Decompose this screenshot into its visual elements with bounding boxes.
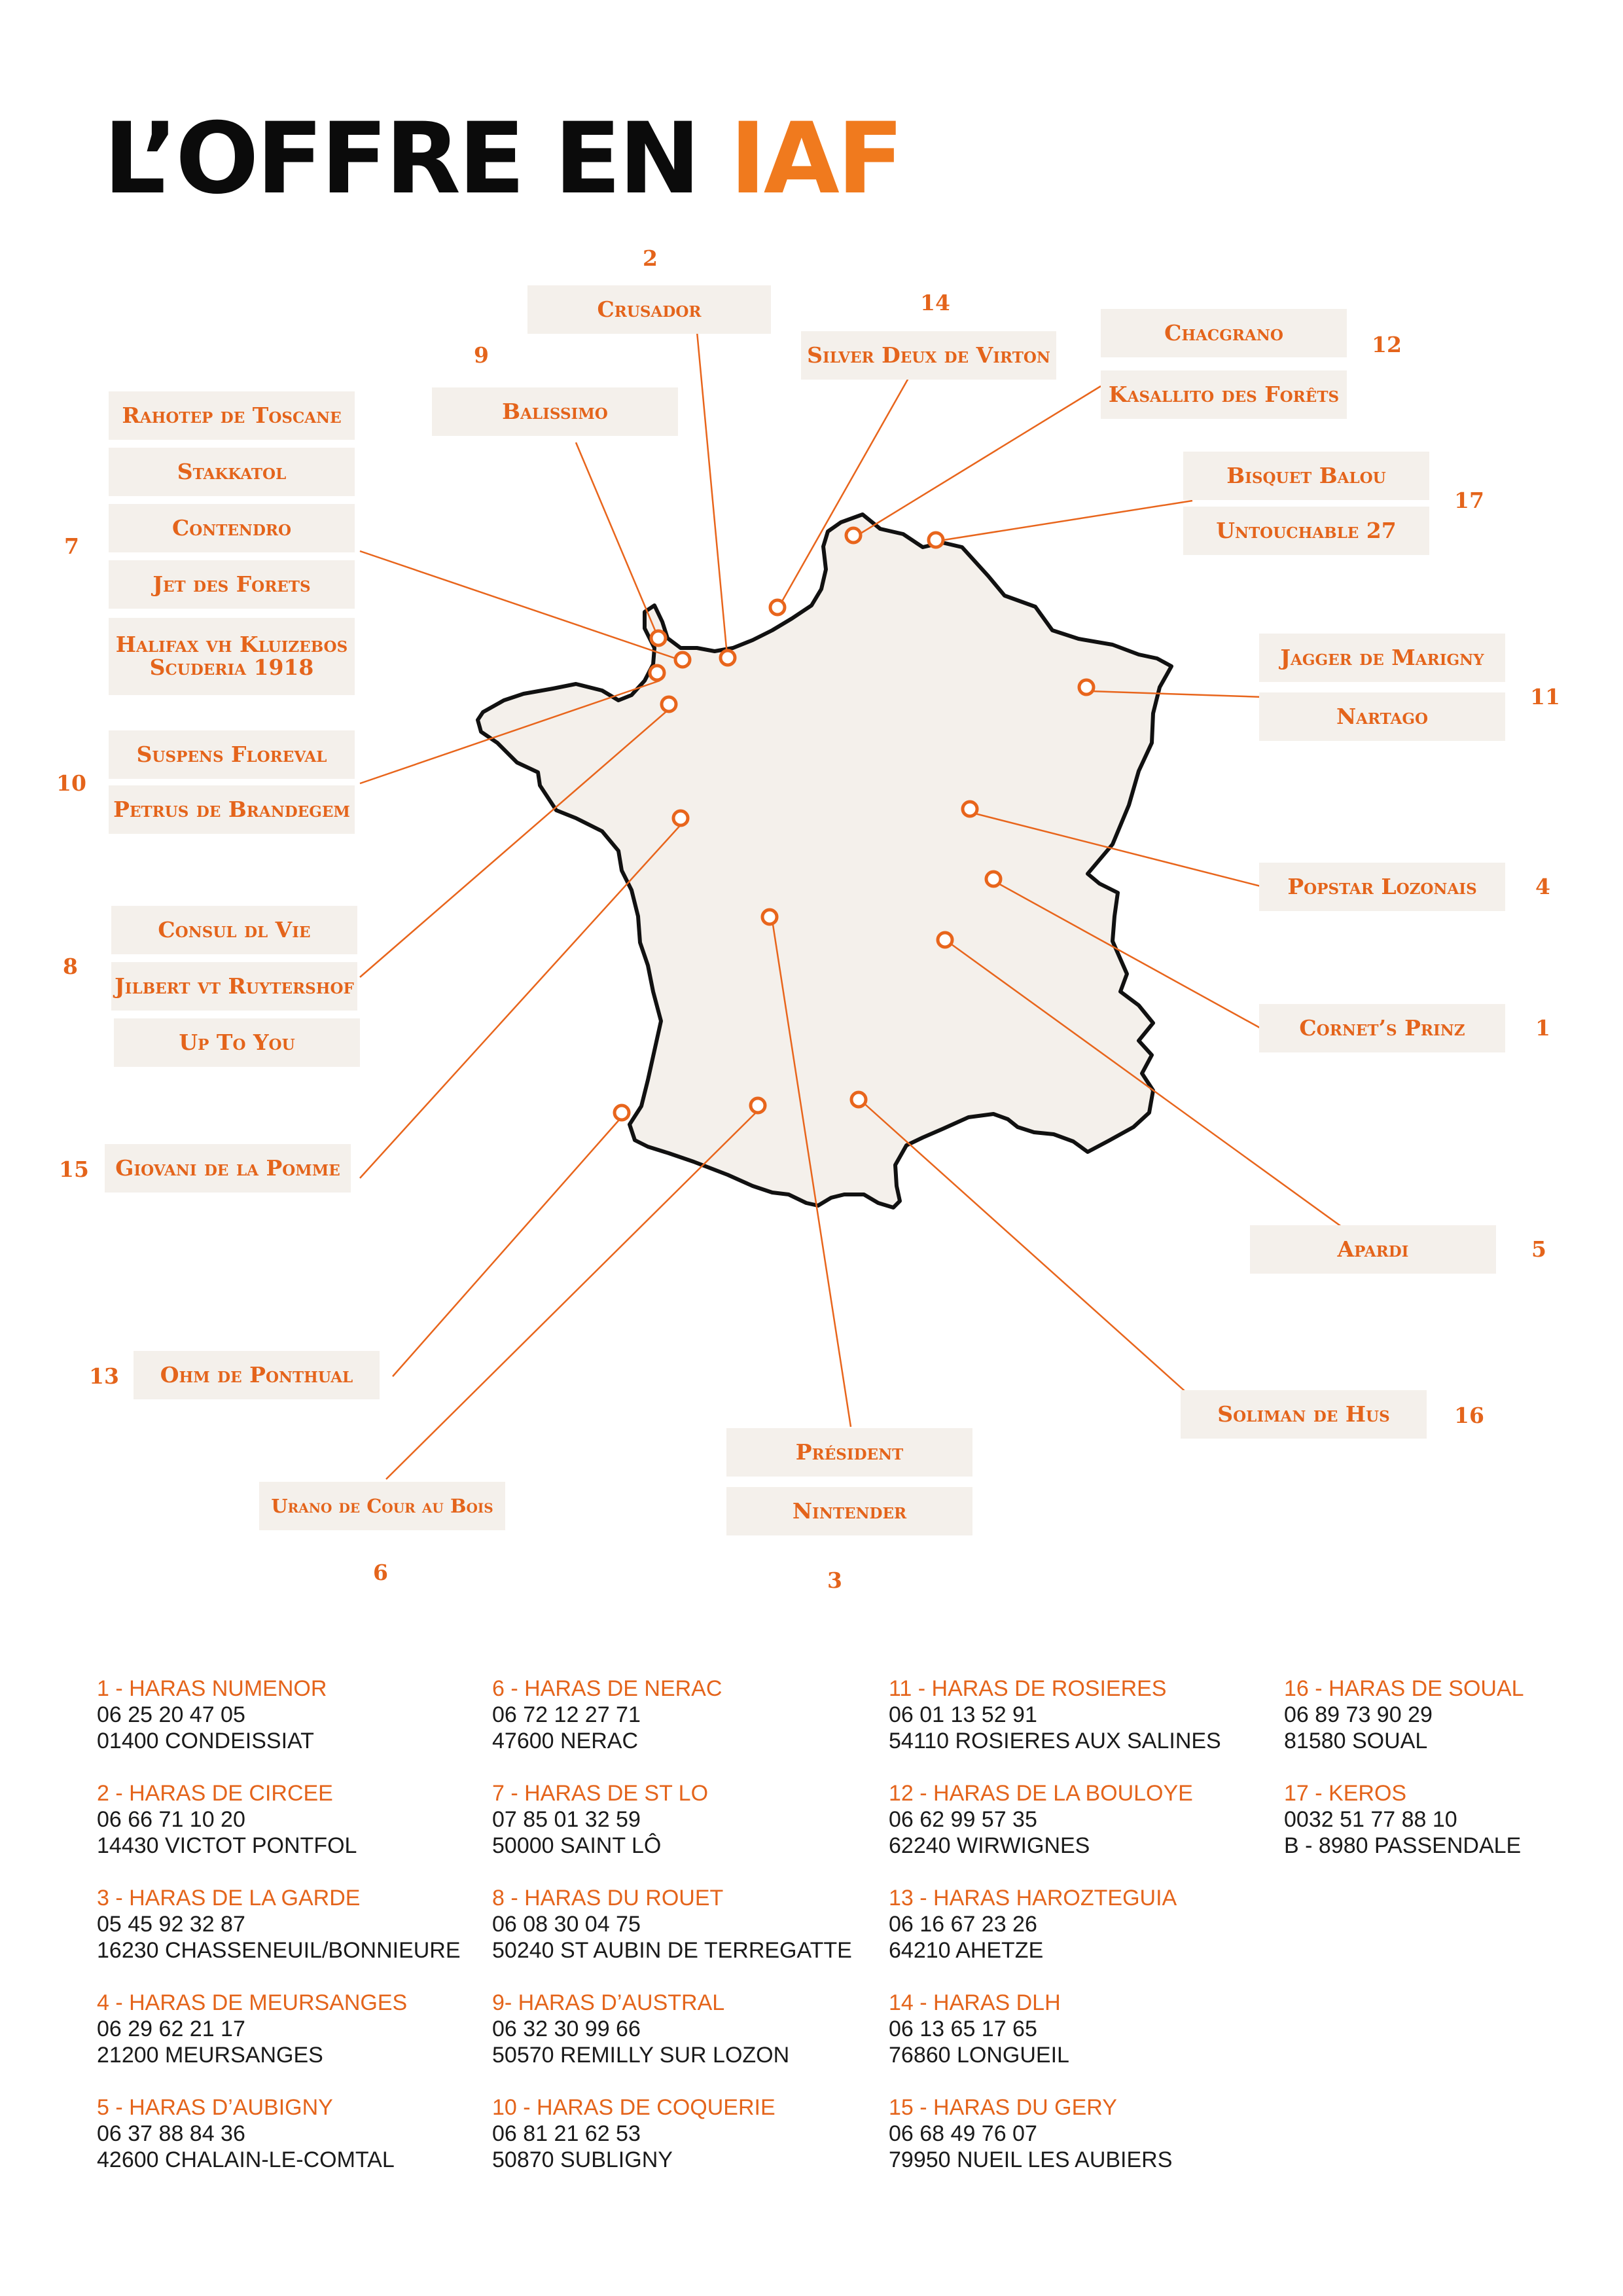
contact-phone: 07 85 01 32 59	[492, 1807, 641, 1832]
contact-phone: 06 29 62 21 17	[97, 2017, 245, 2041]
contact-name: 1 - HARAS NUMENOR	[97, 1676, 327, 1701]
contact-address: 47600 NERAC	[492, 1729, 639, 1753]
marker-11	[1079, 680, 1094, 694]
marker-13	[615, 1105, 629, 1120]
group-number: 8	[63, 954, 78, 979]
contact-name: 16 - HARAS DE SOUAL	[1284, 1676, 1524, 1701]
contact-address: 50000 SAINT LÔ	[492, 1833, 662, 1858]
group-number: 14	[920, 290, 950, 315]
stallion-label: Ohm de Ponthual	[134, 1351, 380, 1399]
france-outline	[478, 514, 1171, 1208]
group-number: 17	[1454, 488, 1484, 513]
contact-name: 9- HARAS D’AUSTRAL	[492, 1990, 725, 2015]
group-number: 7	[64, 533, 79, 559]
stallion-label: Giovani de la Pomme	[105, 1144, 351, 1193]
contact-phone: 06 16 67 23 26	[889, 1912, 1037, 1937]
stallion-label: Suspens Floreval	[109, 730, 355, 779]
contact-entry	[492, 1780, 708, 1859]
stallion-label: Bisquet Balou	[1183, 452, 1429, 500]
stallion-label: Nintender	[726, 1487, 972, 1535]
contact-phone: 06 37 88 84 36	[97, 2121, 245, 2146]
contact-entry	[97, 1885, 461, 1964]
contact-phone: 06 89 73 90 29	[1284, 1702, 1433, 1727]
contact-name: 2 - HARAS DE CIRCEE	[97, 1781, 333, 1806]
marker-7	[675, 653, 690, 667]
stallion-label: Urano de Cour au Bois	[259, 1482, 505, 1530]
contact-phone: 06 66 71 10 20	[97, 1807, 245, 1832]
contact-address: 76860 LONGUEIL	[889, 2043, 1069, 2068]
contact-name: 3 - HARAS DE LA GARDE	[97, 1886, 361, 1910]
contact-entry	[889, 1885, 1177, 1964]
marker-1	[986, 872, 1001, 886]
contact-address: 64210 AHETZE	[889, 1938, 1044, 1963]
group-number: 16	[1454, 1403, 1484, 1428]
stallion-label: Up To You	[114, 1018, 360, 1067]
stallion-label: Chacgrano	[1101, 309, 1347, 357]
group-number: 2	[643, 245, 658, 271]
marker-6	[751, 1098, 765, 1113]
contact-entry	[492, 2094, 776, 2173]
stallion-label: Crusador	[527, 285, 771, 334]
contact-name: 12 - HARAS DE LA BOULOYE	[889, 1781, 1193, 1806]
group-number: 15	[59, 1157, 89, 1182]
stallion-label: Balissimo	[432, 387, 678, 436]
stallion-label: Halifax vh Kluizebos Scuderia 1918	[109, 618, 355, 695]
stallion-label: Contendro	[109, 504, 355, 552]
contact-phone: 05 45 92 32 87	[97, 1912, 245, 1937]
title-main: L’OFFRE EN	[103, 102, 730, 216]
group-number: 13	[89, 1363, 119, 1389]
contact-address: 16230 CHASSENEUIL/BONNIEURE	[97, 1938, 461, 1963]
contact-name: 14 - HARAS DLH	[889, 1990, 1061, 2015]
contact-address: 42600 CHALAIN-LE-COMTAL	[97, 2147, 395, 2172]
contact-name: 15 - HARAS DU GERY	[889, 2095, 1117, 2120]
contact-address: 50240 ST AUBIN DE TERREGATTE	[492, 1938, 852, 1963]
contact-phone: 06 13 65 17 65	[889, 2017, 1037, 2041]
contact-entry	[492, 1676, 722, 1754]
contact-entry	[1284, 1780, 1521, 1859]
contact-phone: 06 81 21 62 53	[492, 2121, 641, 2146]
stallion-label: Kasallito des Forêts	[1101, 370, 1347, 419]
marker-3	[762, 910, 777, 924]
marker-8	[662, 697, 676, 711]
contact-entry	[97, 2094, 395, 2173]
contact-entry	[492, 1885, 852, 1964]
contact-entry	[889, 2094, 1172, 2173]
contact-entry	[492, 1990, 789, 2068]
marker-12	[846, 528, 861, 543]
contact-address: 81580 SOUAL	[1284, 1729, 1428, 1753]
contact-phone: 06 62 99 57 35	[889, 1807, 1037, 1832]
contact-name: 5 - HARAS D’AUBIGNY	[97, 2095, 333, 2120]
group-number: 10	[56, 770, 86, 796]
contact-phone: 0032 51 77 88 10	[1284, 1807, 1457, 1832]
contact-entry	[889, 1676, 1221, 1754]
stallion-label: Soliman de Hus	[1181, 1390, 1427, 1439]
contact-entry	[889, 1990, 1069, 2068]
group-number: 1	[1535, 1015, 1550, 1041]
contact-name: 8 - HARAS DU ROUET	[492, 1886, 724, 1910]
marker-10	[650, 666, 664, 680]
group-number: 6	[373, 1560, 388, 1585]
contact-phone: 06 01 13 52 91	[889, 1702, 1037, 1727]
stallion-label: Rahotep de Toscane	[109, 391, 355, 440]
marker-17	[929, 533, 943, 547]
group-number: 9	[474, 342, 489, 368]
stallion-label: Popstar Lozonais	[1259, 863, 1505, 911]
stallion-label: Nartago	[1259, 692, 1505, 741]
contact-address: 50870 SUBLIGNY	[492, 2147, 673, 2172]
contact-entry	[97, 1990, 407, 2068]
contact-name: 13 - HARAS HAROZTEGUIA	[889, 1886, 1177, 1910]
stallion-label: Stakkatol	[109, 448, 355, 496]
contact-address: 01400 CONDEISSIAT	[97, 1729, 314, 1753]
contact-name: 11 - HARAS DE ROSIERES	[889, 1676, 1167, 1701]
group-number: 11	[1530, 684, 1560, 709]
marker-16	[851, 1092, 866, 1107]
contact-name: 17 - KEROS	[1284, 1781, 1407, 1806]
stallion-label: Untouchable 27	[1183, 507, 1429, 555]
contact-phone: 06 68 49 76 07	[889, 2121, 1037, 2146]
contact-entry	[1284, 1676, 1524, 1754]
contact-address: 54110 ROSIERES AUX SALINES	[889, 1729, 1221, 1753]
contact-address: 21200 MEURSANGES	[97, 2043, 323, 2068]
contact-address: B - 8980 PASSENDALE	[1284, 1833, 1522, 1858]
marker-4	[963, 802, 977, 816]
marker-14	[770, 600, 785, 615]
contact-phone: 06 08 30 04 75	[492, 1912, 641, 1937]
contact-name: 4 - HARAS DE MEURSANGES	[97, 1990, 408, 2015]
contact-address: 50570 REMILLY SUR LOZON	[492, 2043, 790, 2068]
contact-phone: 06 25 20 47 05	[97, 1702, 245, 1727]
marker-9	[651, 631, 666, 645]
marker-15	[673, 811, 688, 825]
stallion-label: Jilbert vt Ruytershof	[111, 962, 357, 1011]
group-number: 3	[827, 1568, 842, 1593]
contact-address: 62240 WIRWIGNES	[889, 1833, 1090, 1858]
contact-phone: 06 32 30 99 66	[492, 2017, 641, 2041]
stallion-label: Jet des Forets	[109, 560, 355, 609]
contact-entry	[97, 1780, 357, 1859]
marker-5	[938, 933, 952, 947]
stallion-label: Consul dl Vie	[111, 906, 357, 954]
stallion-label: Cornet’s Prinz	[1259, 1004, 1505, 1052]
group-number: 5	[1531, 1236, 1546, 1262]
contact-address: 79950 NUEIL LES AUBIERS	[889, 2147, 1173, 2172]
stallion-label: Apardi	[1250, 1225, 1496, 1274]
group-number: 4	[1535, 874, 1550, 899]
contact-name: 10 - HARAS DE COQUERIE	[492, 2095, 776, 2120]
stallion-label: Petrus de Brandegem	[109, 785, 355, 834]
contact-phone: 06 72 12 27 71	[492, 1702, 641, 1727]
contact-entry	[889, 1780, 1193, 1859]
stallion-label: Silver Deux de Virton	[801, 331, 1056, 380]
stallion-label: Jagger de Marigny	[1259, 634, 1505, 682]
title-accent: IAF	[729, 102, 902, 216]
marker-2	[721, 651, 735, 665]
group-number: 12	[1372, 332, 1402, 357]
stallion-label: Président	[726, 1428, 972, 1477]
contact-entry	[97, 1676, 327, 1754]
contact-address: 14430 VICTOT PONTFOL	[97, 1833, 357, 1858]
contact-name: 6 - HARAS DE NERAC	[492, 1676, 722, 1701]
contact-name: 7 - HARAS DE ST LO	[492, 1781, 709, 1806]
